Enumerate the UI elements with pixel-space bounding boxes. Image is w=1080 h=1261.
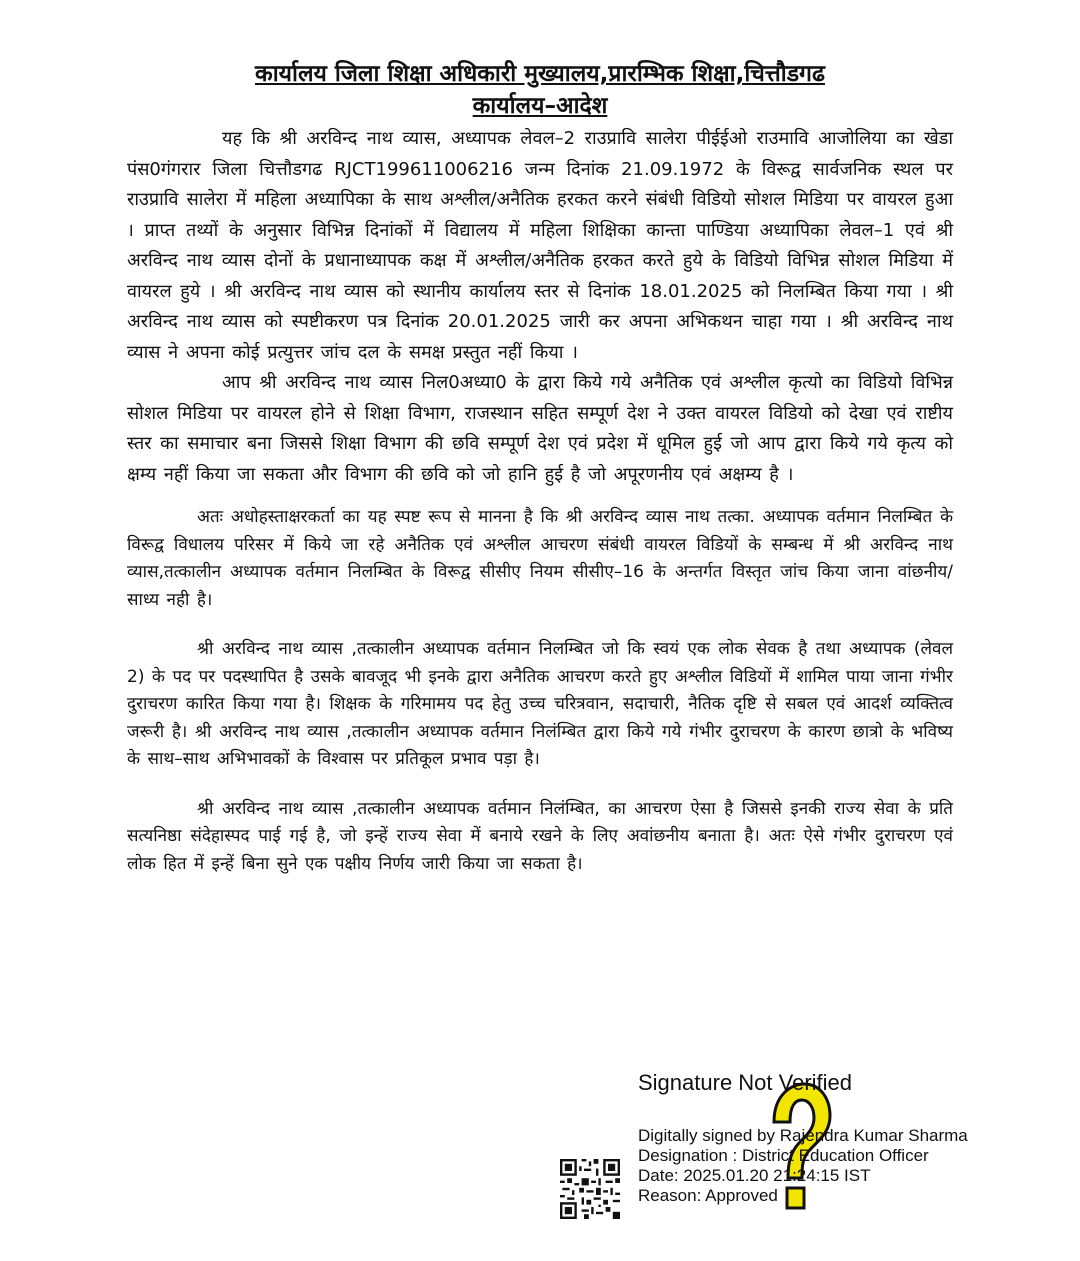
office-title: कार्यालय जिला शिक्षा अधिकारी मुख्यालय,प्रारम्भिक शिक्षा,चित्तौडगढ bbox=[255, 61, 825, 87]
paragraph-3: अतः अधोहस्ताक्षरकर्ता का यह स्पष्ट रूप से मानना है कि श्री अरविन्द व्यास नाथ तत्का. अध्यापक वर्तमान निलम्बित के विरूद्व विधालय परिसर में किये जा रहे अनैतिक एवं अश्लील आचरण संबंधी वायरल विडियों के सम्बन्ध में श्री अरविन्द नाथ व्यास,तत्कालीन अध्यापक वर्तमान निलम्बित के विरूद्व सीसीए नियम सीसीए–16 के अन्तर्गत विस्तृत जांच किया जाना वांछनीय/साध्य नही है। bbox=[127, 507, 953, 610]
paragraph-2: आप श्री अरविन्द नाथ व्यास निल0अध्या0 के द्वारा किये गये अनैतिक एवं अश्लील कृत्यो का विडियो विभिन्न सोशल मिडिया पर वायरल होने से शिक्षा विभाग, राजस्थान सहित सम्पूर्ण देश ने उक्त वायरल विडियो को देखा एवं राष्टीय स्तर का समाचार बना जिससे शिक्षा विभाग की छवि सम्पूर्ण देश एवं प्रदेश में धूमिल हुई जो आप द्वारा किये गये कृत्य को क्षम्य नहीं किया जा सकता और विभाग की छवि को जो हानि हुई है जो अपूरणनीय एवं अक्षम्य है । bbox=[127, 372, 953, 485]
qr-code-icon bbox=[560, 1159, 620, 1219]
paragraph-5: श्री अरविन्द नाथ व्यास ,तत्कालीन अध्यापक वर्तमान निलंम्बित, का आचरण ऐसा है जिससे इनकी राज्य सेवा के प्रति सत्यनिष्ठा संदेहास्पद पाई गई है, जो इन्हें राज्य सेवा में बनाये रखने के लिए अवांछनीय बनाता है। अतः ऐसे गंभीर दुराचरण एवं लोक हित में इन्हें बिना सुने एक पक्षीय निर्णय जारी किया जा सकता है। bbox=[127, 798, 953, 874]
signature-date: Date: 2025.01.20 21:24:15 IST bbox=[638, 1166, 871, 1185]
order-title: कार्यालय–आदेश bbox=[472, 93, 608, 119]
signature-designation: Designation : District Education Officer bbox=[638, 1146, 929, 1165]
paragraph-1: यह कि श्री अरविन्द नाथ व्यास, अध्यापक लेवल–2 राउप्रावि सालेरा पीईईओ राउमावि आजोलिया का खेडा पंस0गंगरार जिला चित्तौडगढ RJCT199611006216 जन्म दिनांक 21.09.1972 के विरूद्व सार्वजनिक स्थल पर राउप्रावि सालेरा में महिला अध्यापिका के साथ अश्लील/अनैतिक हरकत करने संबंधी विडियो सोशल मिडिया पर वायरल हुआ । प्राप्त तथ्यों के अनुसार विभिन्न दिनांकों में विद्यालय में महिला शिक्षिका कान्ता पाण्डिया अध्यापिका लेवल–1 एवं श्री अरविन्द नाथ व्यास दोनों के प्रधानाध्यापक कक्ष में अश्लील/अनैतिक हरकत करते हुये के विडियो विभिन्न सोशल मिडिया में वायरल हुये । श्री अरविन्द नाथ व्यास को स्थानीय कार्यालय स्तर से दिनांक 18.01.2025 को निलम्बित किया गया । श्री अरविन्द नाथ व्यास को स्पष्टीकरण पत्र दिनांक 20.01.2025 जारी कर अपना अभिकथन चाहा गया । श्री अरविन्द नाथ व्यास ने अपना कोई प्रत्युत्तर जांच दल के समक्ष प्रस्तुत नहीं किया । bbox=[127, 128, 953, 363]
signature-signed-by: Digitally signed by Rajendra Kumar Sharma bbox=[638, 1126, 968, 1145]
signature-reason: Reason: Approved bbox=[638, 1186, 778, 1205]
document-page bbox=[127, 58, 953, 878]
signature-status: Signature Not Verified bbox=[638, 1070, 853, 1095]
signature-details bbox=[638, 1126, 998, 1206]
digital-signature-block bbox=[638, 1070, 998, 1206]
paragraph-4: श्री अरविन्द नाथ व्यास ,तत्कालीन अध्यापक वर्तमान निलम्बित जो कि स्वयं एक लोक सेवक है तथा अध्यापक (लेवल 2) के पद पर पदस्थापित है उसके बावजूद भी इनके द्वारा अनैतिक आचरण करते हुए अश्लील विडियों में शामिल पाया जाना गंभीर दुराचरण कारित किया गया है। शिक्षक के गरिमामय पद हेतु उच्च चरित्रवान, सदाचारी, नैतिक दृष्टि से सबल एवं आदर्श व्यक्तित्व जरूरी है। श्री अरविन्द नाथ व्यास ,तत्कालीन अध्यापक वर्तमान निलंम्बित द्वारा किये गये गंभीर दुराचरण के कारण छात्रो के भविष्य के साथ–साथ अभिभावकों के विश्वास पर प्रतिकूल प्रभाव पड़ा है। bbox=[127, 639, 953, 769]
